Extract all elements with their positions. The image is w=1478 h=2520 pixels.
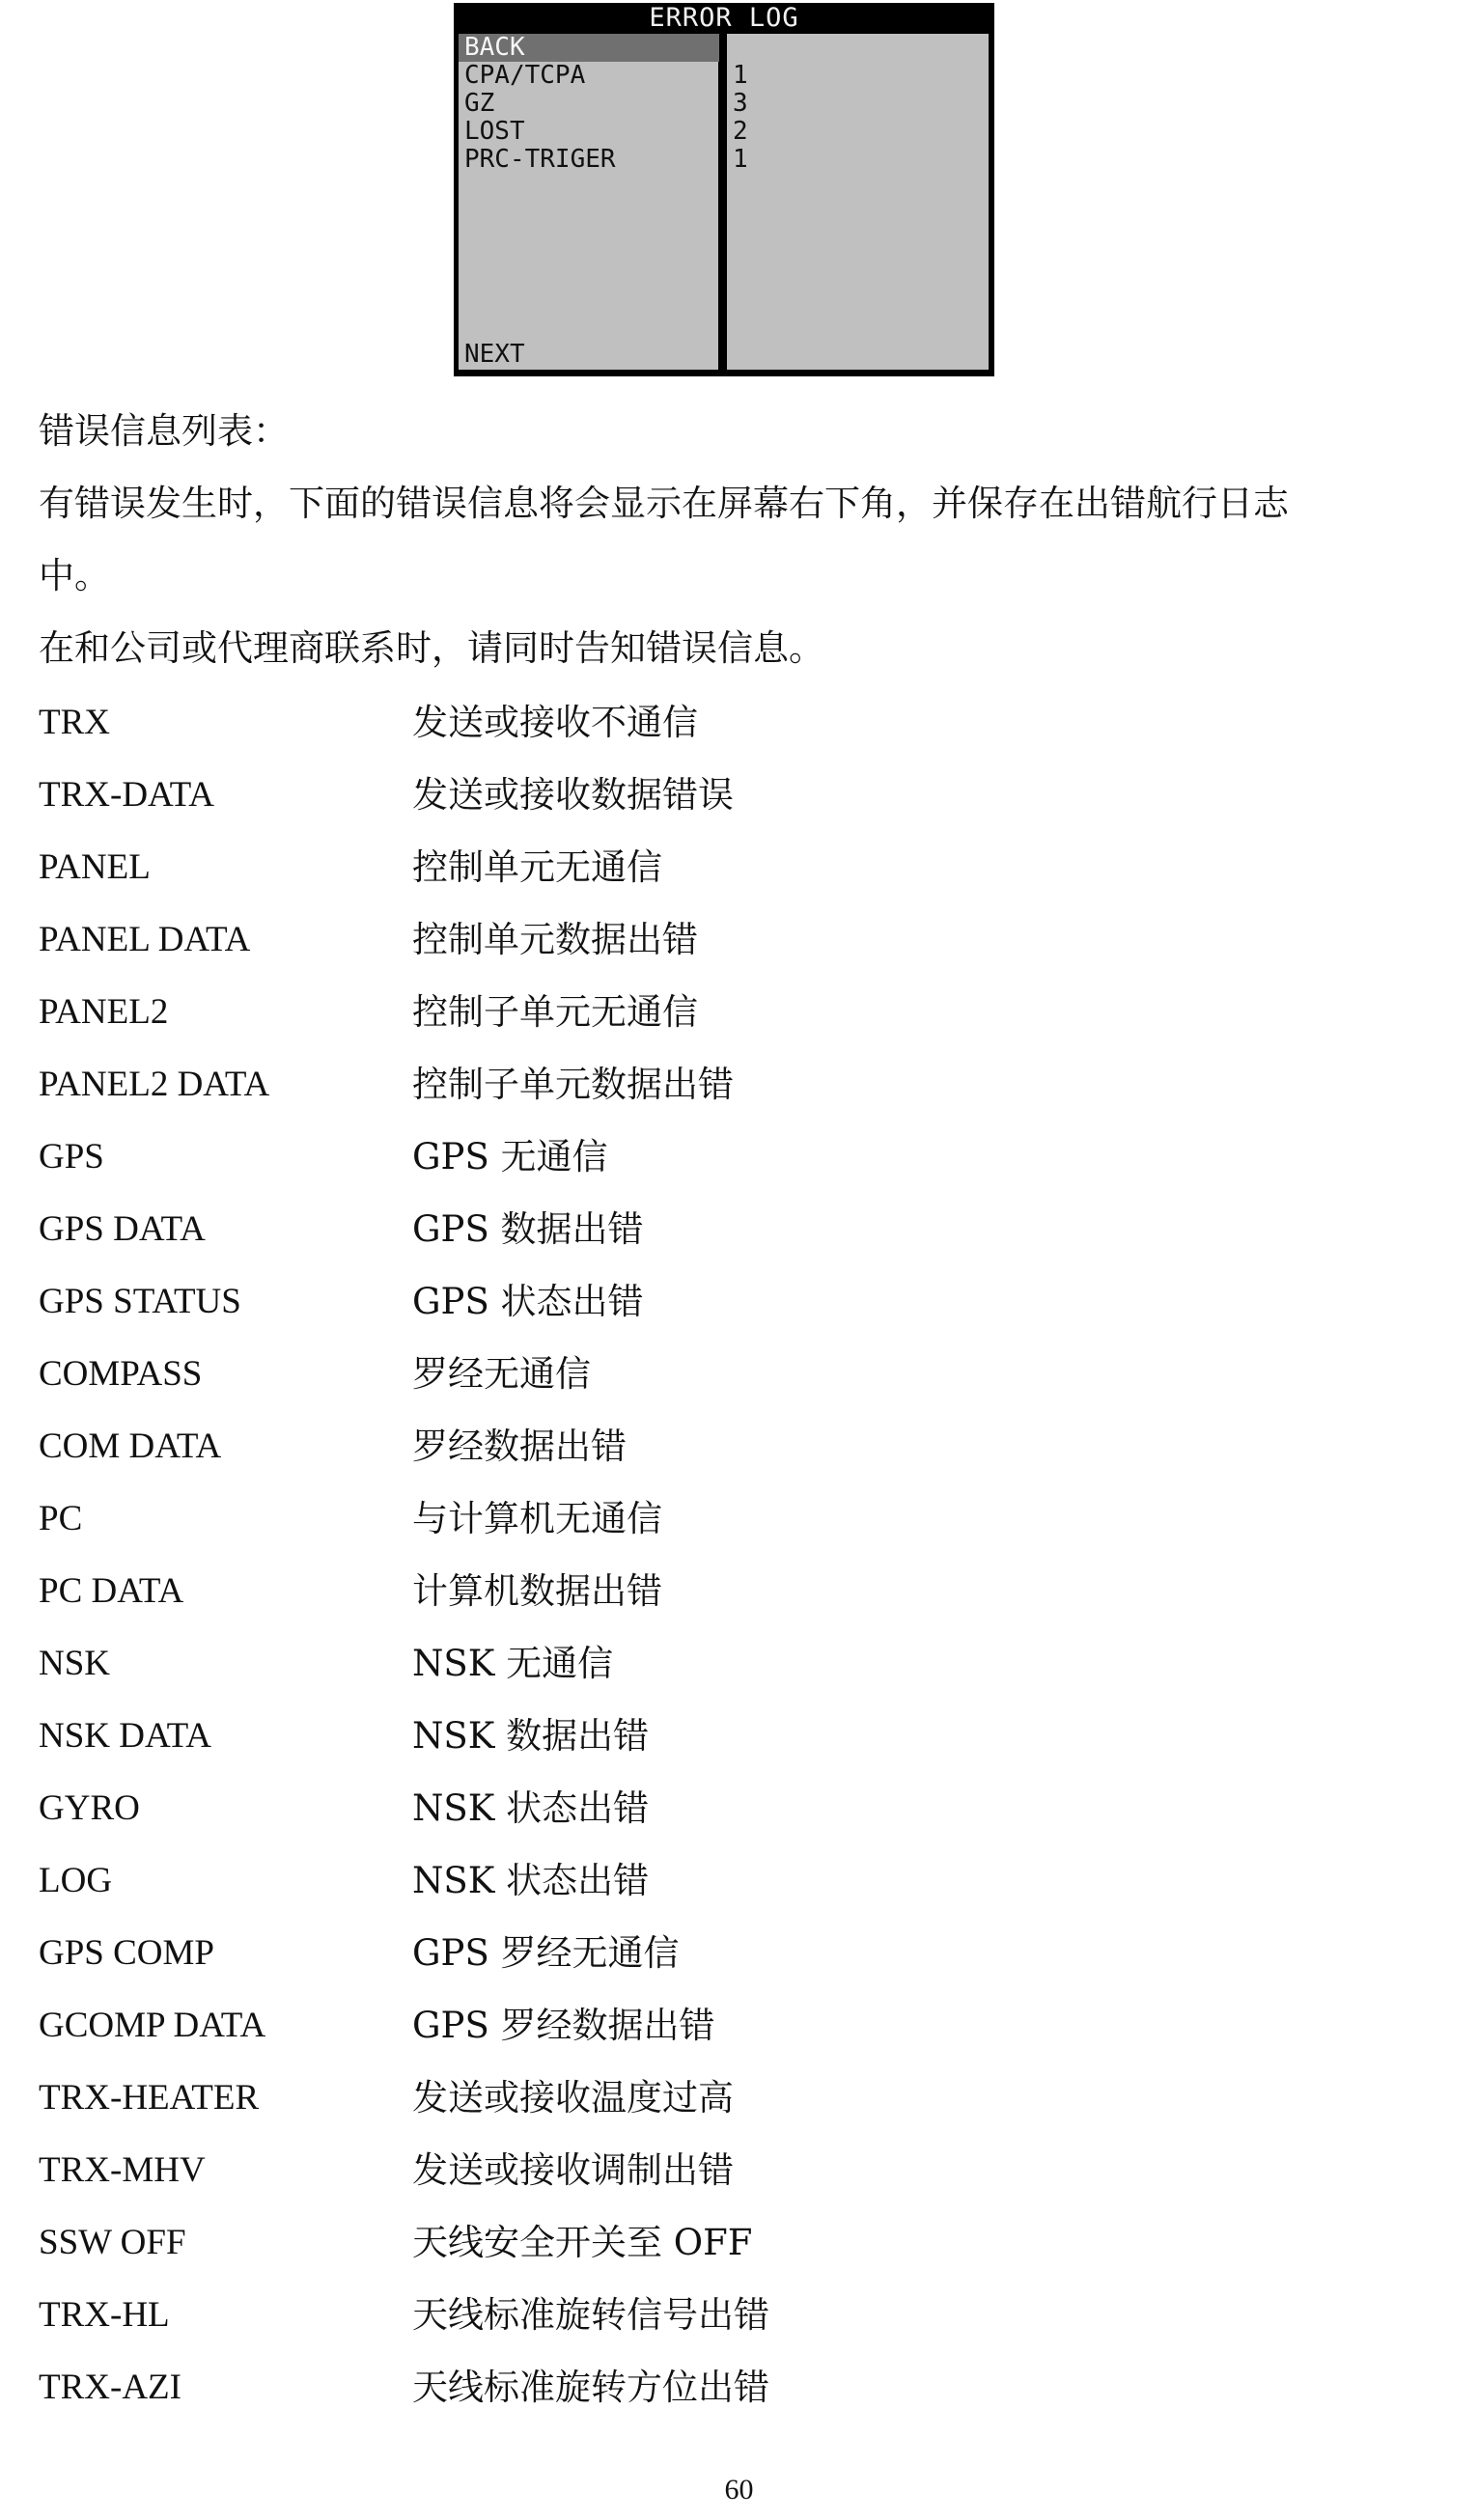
- menu-item-prc-triger[interactable]: PRC-TRIGER: [464, 145, 616, 174]
- error-code: GPS STATUS: [39, 1282, 241, 1321]
- error-row: [39, 2144, 1294, 2198]
- intro-line-2: 中。: [39, 555, 110, 596]
- error-desc: GPS 罗经数据出错: [412, 2005, 715, 2046]
- error-desc: 控制子单元无通信: [412, 991, 698, 1033]
- error-row: [39, 2361, 1294, 2415]
- error-row: [39, 985, 1294, 1039]
- error-desc: 发送或接收调制出错: [412, 2149, 734, 2191]
- value-gz: 3: [733, 89, 748, 118]
- error-code: TRX-MHV: [39, 2150, 206, 2190]
- error-code: TRX-HL: [39, 2295, 170, 2335]
- value-pane: [727, 34, 989, 370]
- error-desc: 发送或接收数据错误: [412, 774, 734, 816]
- error-row: [39, 1347, 1294, 1401]
- error-desc: 与计算机无通信: [412, 1498, 662, 1539]
- error-row: [39, 2071, 1294, 2125]
- error-code: GPS: [39, 1137, 104, 1177]
- error-row: [39, 841, 1294, 895]
- error-desc: GPS 罗经无通信: [412, 1932, 680, 1974]
- error-row: [39, 1058, 1294, 1112]
- error-code: PC: [39, 1499, 83, 1538]
- menu-item-gz[interactable]: GZ: [464, 89, 495, 118]
- error-code: TRX-DATA: [39, 775, 215, 815]
- error-code: TRX-HEATER: [39, 2078, 260, 2118]
- screen-title: ERROR LOG: [649, 3, 799, 33]
- error-row: [39, 1637, 1294, 1691]
- error-code: NSK: [39, 1644, 111, 1683]
- error-desc: GPS 无通信: [412, 1136, 608, 1177]
- error-row: [39, 2216, 1294, 2270]
- error-desc: 罗经数据出错: [412, 1426, 627, 1467]
- section-heading: 错误信息列表：: [39, 410, 289, 452]
- error-desc: 天线标准旋转信号出错: [412, 2294, 769, 2336]
- error-desc: NSK 无通信: [412, 1643, 614, 1684]
- error-code: PANEL2 DATA: [39, 1065, 270, 1104]
- error-code: GPS COMP: [39, 1933, 215, 1973]
- error-desc: 计算机数据出错: [412, 1570, 662, 1612]
- error-code: PC DATA: [39, 1571, 184, 1611]
- error-code: TRX: [39, 703, 110, 742]
- page-number: 60: [724, 2474, 754, 2506]
- error-row: [39, 1565, 1294, 1619]
- menu-item-cpa-tcpa[interactable]: CPA/TCPA: [464, 61, 586, 90]
- error-row: [39, 696, 1294, 750]
- error-code: PANEL DATA: [39, 920, 251, 959]
- value-prc-triger: 1: [733, 145, 748, 174]
- error-row: [39, 1275, 1294, 1329]
- error-desc: NSK 状态出错: [412, 1860, 650, 1901]
- error-code: LOG: [39, 1861, 113, 1900]
- error-desc: 控制单元无通信: [412, 846, 662, 888]
- error-desc: NSK 数据出错: [412, 1715, 650, 1757]
- error-code: NSK DATA: [39, 1716, 211, 1756]
- intro-line-3: 在和公司或代理商联系时，请同时告知错误信息。: [39, 627, 824, 669]
- error-desc: 罗经无通信: [412, 1353, 591, 1395]
- error-code: PANEL2: [39, 992, 169, 1032]
- menu-pane: [459, 34, 718, 370]
- error-code: GPS DATA: [39, 1209, 206, 1249]
- error-row: [39, 1492, 1294, 1546]
- error-desc: 天线标准旋转方位出错: [412, 2367, 769, 2408]
- error-row: [39, 913, 1294, 967]
- error-row: [39, 1130, 1294, 1184]
- intro-line-1: 有错误发生时，下面的错误信息将会显示在屏幕右下角，并保存在出错航行日志: [39, 483, 1289, 524]
- error-desc: 控制子单元数据出错: [412, 1064, 734, 1105]
- error-desc: 发送或接收不通信: [412, 702, 698, 743]
- error-desc: NSK 状态出错: [412, 1787, 650, 1829]
- value-cpa-tcpa: 1: [733, 61, 748, 90]
- error-row: [39, 1782, 1294, 1836]
- error-code: SSW OFF: [39, 2223, 186, 2262]
- error-code: TRX-AZI: [39, 2368, 181, 2407]
- error-desc: 控制单元数据出错: [412, 919, 698, 960]
- error-row: [39, 1999, 1294, 2053]
- menu-item-lost[interactable]: LOST: [464, 117, 525, 146]
- error-desc: 发送或接收温度过高: [412, 2077, 734, 2118]
- error-code: GCOMP DATA: [39, 2006, 266, 2045]
- error-code: PANEL: [39, 847, 151, 887]
- error-row: [39, 1854, 1294, 1908]
- value-lost: 2: [733, 117, 748, 146]
- error-code: GYRO: [39, 1788, 140, 1828]
- error-code: COMPASS: [39, 1354, 203, 1394]
- menu-item-next[interactable]: NEXT: [464, 340, 525, 369]
- error-desc: GPS 数据出错: [412, 1208, 644, 1250]
- error-code: COM DATA: [39, 1426, 222, 1466]
- error-row: [39, 768, 1294, 822]
- error-row: [39, 1709, 1294, 1763]
- error-row: [39, 2288, 1294, 2342]
- error-row: [39, 1420, 1294, 1474]
- error-desc: 天线安全开关至 OFF: [412, 2222, 753, 2263]
- menu-item-back[interactable]: BACK: [459, 34, 719, 62]
- error-row: [39, 1926, 1294, 1980]
- error-row: [39, 1203, 1294, 1257]
- error-desc: GPS 状态出错: [412, 1281, 644, 1322]
- error-log-screen: [454, 3, 994, 376]
